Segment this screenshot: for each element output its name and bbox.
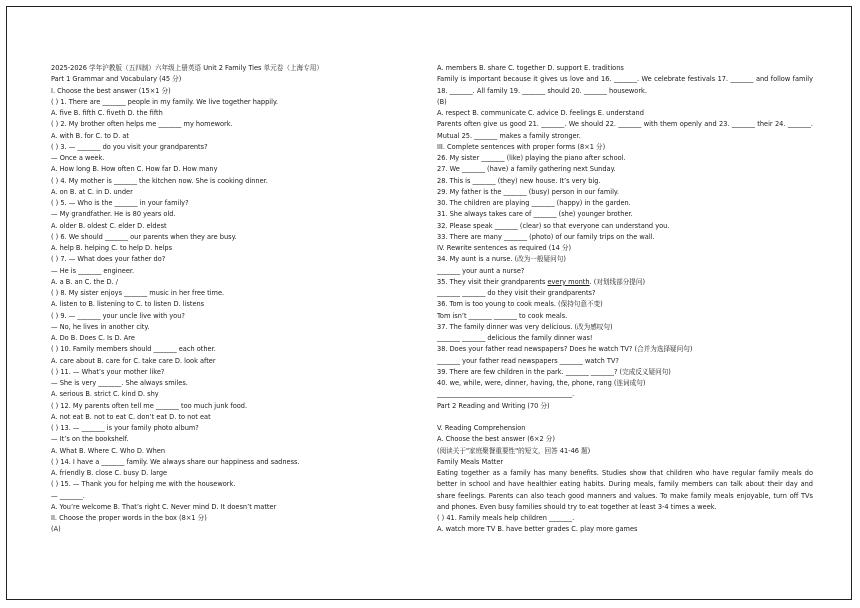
text-line: ( ) 3. — _______ do you visit your grandparents? bbox=[51, 142, 208, 151]
text-line: ( ) 7. — What does your father do? bbox=[51, 255, 166, 264]
text-line: — _______. bbox=[51, 491, 85, 500]
text-line: III. Complete sentences with proper forms (8×1 分) bbox=[437, 142, 606, 151]
text-line: 34. My aunt is a nurse. (改为一般疑问句) bbox=[437, 255, 566, 264]
text-line: V. Reading Comprehension bbox=[437, 424, 526, 432]
text-line: 38. Does your father read newspapers? Does he watch TV? (合并为选择疑问句) bbox=[437, 345, 693, 354]
text-line: _______ _______ delicious the family dinner was! bbox=[437, 334, 593, 342]
section-iii-iv bbox=[437, 142, 813, 277]
text-line: Part 2 Reading and Writing (70 分) bbox=[437, 401, 550, 410]
text-line: ( ) 4. My mother is _______ the kitchen now. She is cooking dinner. bbox=[51, 176, 268, 185]
text-line: (阅读关于"家庭聚餐重要性"的短文，回答 41-46 题) bbox=[437, 446, 591, 455]
text-line: A. five B. fifth C. fiveth D. the fifth bbox=[51, 109, 163, 117]
text-line: 32. Please speak _______ (clear) so that everyone can understand you. bbox=[437, 221, 670, 230]
box-words-b bbox=[437, 97, 813, 120]
text-line: ( ) 14. I have a _______ family. We always share our happiness and sadness. bbox=[51, 457, 300, 466]
text-line: A. a B. an C. the D. / bbox=[51, 277, 118, 286]
text-line: ( ) 9. — _______ your uncle live with you? bbox=[51, 311, 185, 320]
passage-parents: Parents often give us good 21. _______. We should 22. _______ with them openly and 23. _______ their 24. _______. Mutual 25. _______ makes a family stronger. bbox=[437, 120, 813, 140]
text-line: Tom isn’t _______ _______ to cook meals. bbox=[437, 311, 568, 320]
text-line: — She is very _______. She always smiles. bbox=[51, 379, 188, 387]
text-line: A. with B. for C. to D. at bbox=[51, 131, 129, 140]
text-line: ( ) 10. Family members should _______ each other. bbox=[51, 345, 216, 354]
text-line: _______ your aunt a nurse? bbox=[437, 266, 525, 275]
text-line: IV. Rewrite sentences as required (14 分) bbox=[437, 244, 572, 252]
text-line: A. respect B. communicate C. advice D. feelings E. understand bbox=[437, 109, 644, 117]
text-line: 26. My sister _______ (like) playing the piano after school. bbox=[437, 154, 626, 162]
text-line: (B) bbox=[437, 97, 447, 106]
text-line: A. Do B. Does C. Is D. Are bbox=[51, 334, 135, 342]
section-iv-v bbox=[437, 288, 813, 468]
text-line: A. Choose the best answer (6×2 分) bbox=[437, 435, 555, 444]
text-line: A. older B. oldest C. elder D. eldest bbox=[51, 221, 167, 230]
text-line: I. Choose the best answer (15×1 分) bbox=[51, 86, 171, 95]
text-line: ( ) 12. My parents often tell me _______ too much junk food. bbox=[51, 401, 248, 410]
text-line: ( ) 2. My brother often helps me _______ my homework. bbox=[51, 120, 233, 129]
question-35: 35. They visit their grandparents every month. (对划线部分提问) bbox=[437, 277, 646, 286]
text-line: A. care about B. care for C. take care D. look after bbox=[51, 356, 216, 365]
exam-title: 2025-2026 学年沪教版（五四制）六年级上册英语 Unit 2 Family Ties 单元卷（上海专用） bbox=[51, 64, 323, 72]
text-line: A. help B. helping C. to help D. helps bbox=[51, 244, 173, 252]
right-column bbox=[437, 63, 813, 536]
text-line: ( ) 41. Family meals help children _______. bbox=[437, 514, 575, 522]
text-line: ( ) 1. There are _______ people in my family. We live together happily. bbox=[51, 97, 279, 106]
text-line: — My grandfather. He is 80 years old. bbox=[51, 210, 176, 219]
text-line: Family Meals Matter bbox=[437, 457, 504, 466]
text-line: 27. We _______ (have) a family gathering next Sunday. bbox=[437, 165, 616, 174]
text-line: ( ) 8. My sister enjoys _______ music in her free time. bbox=[51, 289, 225, 297]
text-line: A. members B. share C. together D. support E. traditions bbox=[437, 64, 624, 72]
text-line: 33. There are many _______ (photo) of our family trips on the wall. bbox=[437, 232, 655, 241]
text-line: A. not eat B. not to eat C. don’t eat D. to not eat bbox=[51, 412, 211, 421]
text-line: _______ _______ do they visit their grandparents? bbox=[437, 289, 596, 297]
text-line: — No, he lives in another city. bbox=[51, 322, 150, 331]
text-line: (A) bbox=[51, 525, 61, 534]
text-line: 39. There are few children in the park. _______ _______? (完成反义疑问句) bbox=[437, 367, 671, 376]
text-line: A. You’re welcome B. That’s right C. Never mind D. It doesn’t matter bbox=[51, 502, 277, 511]
text-line: 31. She always takes care of _______ (she) younger brother. bbox=[437, 210, 633, 219]
text-line: _______ your father read newspapers _______ watch TV? bbox=[437, 356, 619, 365]
text-line: 40. we, while, were, dinner, having, the, phone, rang (连词成句) bbox=[437, 379, 646, 387]
text-line: _________________________________________. bbox=[437, 390, 575, 399]
text-line: — It’s on the bookshelf. bbox=[51, 435, 129, 444]
text-line: 29. My father is the _______ (busy) person in our family. bbox=[437, 187, 619, 196]
text-line: — He is _______ engineer. bbox=[51, 266, 135, 275]
question-41 bbox=[437, 513, 813, 536]
text-line: ( ) 13. — _______ is your family photo album? bbox=[51, 424, 199, 432]
text-line: A. serious B. strict C. kind D. shy bbox=[51, 390, 159, 399]
left-column bbox=[51, 63, 421, 536]
text-line: ( ) 15. — Thank you for helping me with the housework. bbox=[51, 480, 236, 489]
left-lines bbox=[51, 74, 421, 535]
text-line: Part 1 Grammar and Vocabulary (45 分) bbox=[51, 75, 182, 84]
text-line: A. How long B. How often C. How far D. How many bbox=[51, 165, 218, 174]
text-line: A. listen to B. listening to C. to listen D. listens bbox=[51, 300, 205, 309]
text-line: 37. The family dinner was very delicious. (改为感叹句) bbox=[437, 322, 613, 331]
text-line: — Once a week. bbox=[51, 154, 105, 162]
text-line: 36. Tom is too young to cook meals. (保持句意不变) bbox=[437, 300, 603, 309]
text-line: 28. This is _______ (they) new house. It’s very big. bbox=[437, 176, 601, 185]
text-line: A. What B. Where C. Who D. When bbox=[51, 446, 166, 455]
text-line: ( ) 11. — What’s your mother like? bbox=[51, 367, 165, 376]
passage-family: Family is important because it gives us love and 16. _______. We celebrate festivals 17. _______ and follow family 18. _______. All family 19. _______ should 20. _______ housework. bbox=[437, 75, 813, 95]
text-line: A. friendly B. close C. busy D. large bbox=[51, 469, 168, 477]
underlined-phrase: every month bbox=[547, 277, 590, 286]
text-line: II. Choose the proper words in the box (8×1 分) bbox=[51, 514, 207, 522]
box-words-a bbox=[437, 63, 813, 74]
text-line: A. on B. at C. in D. under bbox=[51, 187, 133, 196]
passage-reading: Eating together as a family has many benefits. Studies show that children who have regular family meals do better in school and have healthier eating habits. During meals, family members can talk about their day and share feelings. Parents can also teach good manners and values. To make family meals enjoyable, turn off TVs and phones. Even busy families should try to eat together at least 3-4 times a week. bbox=[437, 469, 813, 511]
text-line: A. watch more TV B. have better grades C. play more games bbox=[437, 525, 638, 534]
text-line: 30. The children are playing _______ (happy) in the garden. bbox=[437, 199, 631, 207]
text-line bbox=[437, 412, 813, 423]
text-line: ( ) 5. — Who is the _______ in your family? bbox=[51, 199, 189, 207]
text-line: ( ) 6. We should _______ our parents when they are busy. bbox=[51, 232, 237, 241]
